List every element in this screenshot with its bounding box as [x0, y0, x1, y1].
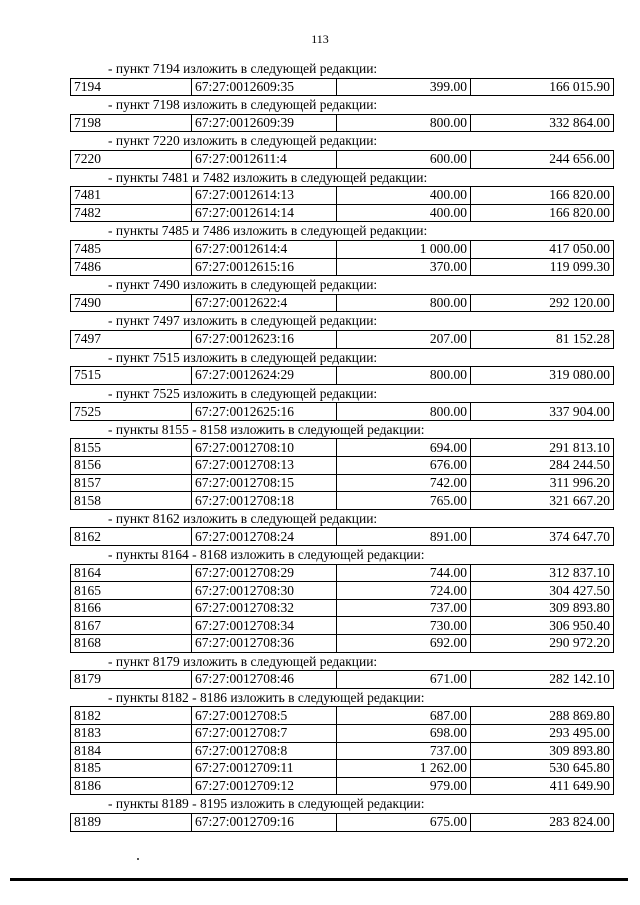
cadastral-number-cell: 67:27:0012615:16: [192, 258, 337, 276]
table-row: [71, 403, 614, 421]
item-number-cell: 8182: [71, 707, 192, 725]
item-number-cell: 8179: [71, 671, 192, 689]
item-number-cell: 8183: [71, 724, 192, 742]
amendment-table: [70, 670, 614, 689]
area-cell: 671.00: [337, 671, 471, 689]
area-cell: 694.00: [337, 439, 471, 457]
area-cell: 207.00: [337, 330, 471, 348]
table-row: [71, 78, 614, 96]
item-number-cell: 8186: [71, 777, 192, 795]
cadastral-number-cell: 67:27:0012614:13: [192, 187, 337, 205]
amendment-table: [70, 564, 614, 653]
table-row: [71, 742, 614, 760]
value-cell: 311 996.20: [471, 474, 614, 492]
area-cell: 400.00: [337, 204, 471, 222]
item-number-cell: 7220: [71, 150, 192, 168]
table-row: [71, 474, 614, 492]
area-cell: 1 262.00: [337, 760, 471, 778]
amendment-table: [70, 366, 614, 385]
item-number-cell: 8155: [71, 439, 192, 457]
item-number-cell: 8167: [71, 617, 192, 635]
amendment-table: [70, 330, 614, 349]
value-cell: 282 142.10: [471, 671, 614, 689]
table-row: [71, 813, 614, 831]
table-row: [71, 204, 614, 222]
cadastral-number-cell: 67:27:0012624:29: [192, 367, 337, 385]
scan-speck: [137, 858, 139, 860]
value-cell: 166 820.00: [471, 204, 614, 222]
section-heading: - пункты 8189 - 8195 изложить в следующей редакции:: [108, 796, 425, 812]
cadastral-number-cell: 67:27:0012708:7: [192, 724, 337, 742]
area-cell: 1 000.00: [337, 240, 471, 258]
cadastral-number-cell: 67:27:0012708:18: [192, 492, 337, 510]
area-cell: 737.00: [337, 742, 471, 760]
item-number-cell: 7485: [71, 240, 192, 258]
area-cell: 724.00: [337, 582, 471, 600]
item-number-cell: 8185: [71, 760, 192, 778]
area-cell: 742.00: [337, 474, 471, 492]
item-number-cell: 7525: [71, 403, 192, 421]
item-number-cell: 7486: [71, 258, 192, 276]
area-cell: 400.00: [337, 187, 471, 205]
value-cell: 332 864.00: [471, 114, 614, 132]
cadastral-number-cell: 67:27:0012708:30: [192, 582, 337, 600]
area-cell: 744.00: [337, 564, 471, 582]
area-cell: 800.00: [337, 403, 471, 421]
value-cell: 290 972.20: [471, 635, 614, 653]
table-row: [71, 564, 614, 582]
value-cell: 309 893.80: [471, 742, 614, 760]
cadastral-number-cell: 67:27:0012622:4: [192, 294, 337, 312]
table-row: [71, 777, 614, 795]
cadastral-number-cell: 67:27:0012708:5: [192, 707, 337, 725]
page-number: 113: [311, 32, 329, 46]
table-row: [71, 258, 614, 276]
cadastral-number-cell: 67:27:0012609:35: [192, 78, 337, 96]
area-cell: 800.00: [337, 114, 471, 132]
value-cell: 319 080.00: [471, 367, 614, 385]
value-cell: 374 647.70: [471, 528, 614, 546]
value-cell: 411 649.90: [471, 777, 614, 795]
cadastral-number-cell: 67:27:0012709:11: [192, 760, 337, 778]
section-heading: - пункты 8164 - 8168 изложить в следующей редакции:: [108, 547, 425, 563]
section-heading: - пункты 8182 - 8186 изложить в следующей редакции:: [108, 689, 425, 705]
section-heading: - пункт 7515 изложить в следующей редакции:: [108, 349, 378, 365]
cadastral-number-cell: 67:27:0012708:13: [192, 457, 337, 475]
area-cell: 800.00: [337, 367, 471, 385]
cadastral-number-cell: 67:27:0012709:12: [192, 777, 337, 795]
table-row: [71, 330, 614, 348]
area-cell: 692.00: [337, 635, 471, 653]
value-cell: 530 645.80: [471, 760, 614, 778]
value-cell: 81 152.28: [471, 330, 614, 348]
table-row: [71, 114, 614, 132]
table-row: [71, 240, 614, 258]
value-cell: 417 050.00: [471, 240, 614, 258]
area-cell: 676.00: [337, 457, 471, 475]
value-cell: 309 893.80: [471, 599, 614, 617]
cadastral-number-cell: 67:27:0012708:8: [192, 742, 337, 760]
item-number-cell: 8184: [71, 742, 192, 760]
item-number-cell: 8165: [71, 582, 192, 600]
area-cell: 600.00: [337, 150, 471, 168]
cadastral-number-cell: 67:27:0012623:16: [192, 330, 337, 348]
item-number-cell: 8168: [71, 635, 192, 653]
item-number-cell: 7490: [71, 294, 192, 312]
item-number-cell: 7481: [71, 187, 192, 205]
item-number-cell: 7482: [71, 204, 192, 222]
value-cell: 293 495.00: [471, 724, 614, 742]
table-row: [71, 599, 614, 617]
value-cell: 337 904.00: [471, 403, 614, 421]
section-heading: - пункты 7485 и 7486 изложить в следующей редакции:: [108, 223, 428, 239]
cadastral-number-cell: 67:27:0012614:14: [192, 204, 337, 222]
section-heading: - пункт 7220 изложить в следующей редакции:: [108, 133, 378, 149]
value-cell: 288 869.80: [471, 707, 614, 725]
amendment-table: [70, 240, 614, 276]
amendment-table: [70, 706, 614, 795]
section-heading: - пункт 8179 изложить в следующей редакции:: [108, 653, 378, 669]
cadastral-number-cell: 67:27:0012625:16: [192, 403, 337, 421]
cadastral-number-cell: 67:27:0012708:46: [192, 671, 337, 689]
section-heading: - пункт 7194 изложить в следующей редакции:: [108, 61, 378, 76]
area-cell: 730.00: [337, 617, 471, 635]
area-cell: 891.00: [337, 528, 471, 546]
cadastral-number-cell: 67:27:0012709:16: [192, 813, 337, 831]
cadastral-number-cell: 67:27:0012708:34: [192, 617, 337, 635]
table-row: [71, 439, 614, 457]
table-row: [71, 528, 614, 546]
table-row: [71, 294, 614, 312]
cadastral-number-cell: 67:27:0012708:24: [192, 528, 337, 546]
cadastral-number-cell: 67:27:0012708:36: [192, 635, 337, 653]
table-row: [71, 492, 614, 510]
area-cell: 675.00: [337, 813, 471, 831]
item-number-cell: 8166: [71, 599, 192, 617]
document-body: [70, 60, 614, 832]
table-row: [71, 457, 614, 475]
value-cell: 119 099.30: [471, 258, 614, 276]
amendment-table: [70, 438, 614, 509]
table-row: [71, 582, 614, 600]
table-row: [71, 724, 614, 742]
item-number-cell: 7497: [71, 330, 192, 348]
area-cell: 979.00: [337, 777, 471, 795]
value-cell: 292 120.00: [471, 294, 614, 312]
amendment-table: [70, 402, 614, 421]
value-cell: 166 015.90: [471, 78, 614, 96]
footer-rule: [10, 878, 628, 881]
section-heading: - пункты 8155 - 8158 изложить в следующей редакции:: [108, 421, 425, 437]
item-number-cell: 7515: [71, 367, 192, 385]
table-row: [71, 367, 614, 385]
table-row: [71, 187, 614, 205]
amendment-table: [70, 78, 614, 97]
area-cell: 370.00: [337, 258, 471, 276]
item-number-cell: 8164: [71, 564, 192, 582]
table-row: [71, 760, 614, 778]
amendment-table: [70, 294, 614, 313]
area-cell: 800.00: [337, 294, 471, 312]
value-cell: 166 820.00: [471, 187, 614, 205]
cadastral-number-cell: 67:27:0012609:39: [192, 114, 337, 132]
table-row: [71, 150, 614, 168]
amendment-table: [70, 150, 614, 169]
area-cell: 399.00: [337, 78, 471, 96]
section-heading: - пункт 7198 изложить в следующей редакции:: [108, 97, 378, 113]
cadastral-number-cell: 67:27:0012708:15: [192, 474, 337, 492]
table-row: [71, 671, 614, 689]
item-number-cell: 7198: [71, 114, 192, 132]
area-cell: 698.00: [337, 724, 471, 742]
item-number-cell: 8156: [71, 457, 192, 475]
value-cell: 244 656.00: [471, 150, 614, 168]
amendment-table: [70, 527, 614, 546]
section-heading: - пункт 7525 изложить в следующей редакции:: [108, 385, 378, 401]
area-cell: 765.00: [337, 492, 471, 510]
section-heading: - пункт 7497 изложить в следующей редакции:: [108, 313, 378, 329]
section-heading: - пункт 8162 изложить в следующей редакции:: [108, 510, 378, 526]
cadastral-number-cell: 67:27:0012611:4: [192, 150, 337, 168]
value-cell: 304 427.50: [471, 582, 614, 600]
item-number-cell: 8157: [71, 474, 192, 492]
cadastral-number-cell: 67:27:0012708:29: [192, 564, 337, 582]
cadastral-number-cell: 67:27:0012708:10: [192, 439, 337, 457]
item-number-cell: 8189: [71, 813, 192, 831]
table-row: [71, 635, 614, 653]
value-cell: 306 950.40: [471, 617, 614, 635]
amendment-table: [70, 813, 614, 832]
area-cell: 687.00: [337, 707, 471, 725]
cadastral-number-cell: 67:27:0012708:32: [192, 599, 337, 617]
item-number-cell: 8162: [71, 528, 192, 546]
cadastral-number-cell: 67:27:0012614:4: [192, 240, 337, 258]
value-cell: 283 824.00: [471, 813, 614, 831]
value-cell: 312 837.10: [471, 564, 614, 582]
value-cell: 291 813.10: [471, 439, 614, 457]
area-cell: 737.00: [337, 599, 471, 617]
amendment-table: [70, 186, 614, 222]
amendment-table: [70, 114, 614, 133]
item-number-cell: 7194: [71, 78, 192, 96]
value-cell: 284 244.50: [471, 457, 614, 475]
value-cell: 321 667.20: [471, 492, 614, 510]
table-row: [71, 707, 614, 725]
item-number-cell: 8158: [71, 492, 192, 510]
section-heading: - пункт 7490 изложить в следующей редакции:: [108, 277, 378, 293]
table-row: [71, 617, 614, 635]
section-heading: - пункты 7481 и 7482 изложить в следующей редакции:: [108, 169, 428, 185]
